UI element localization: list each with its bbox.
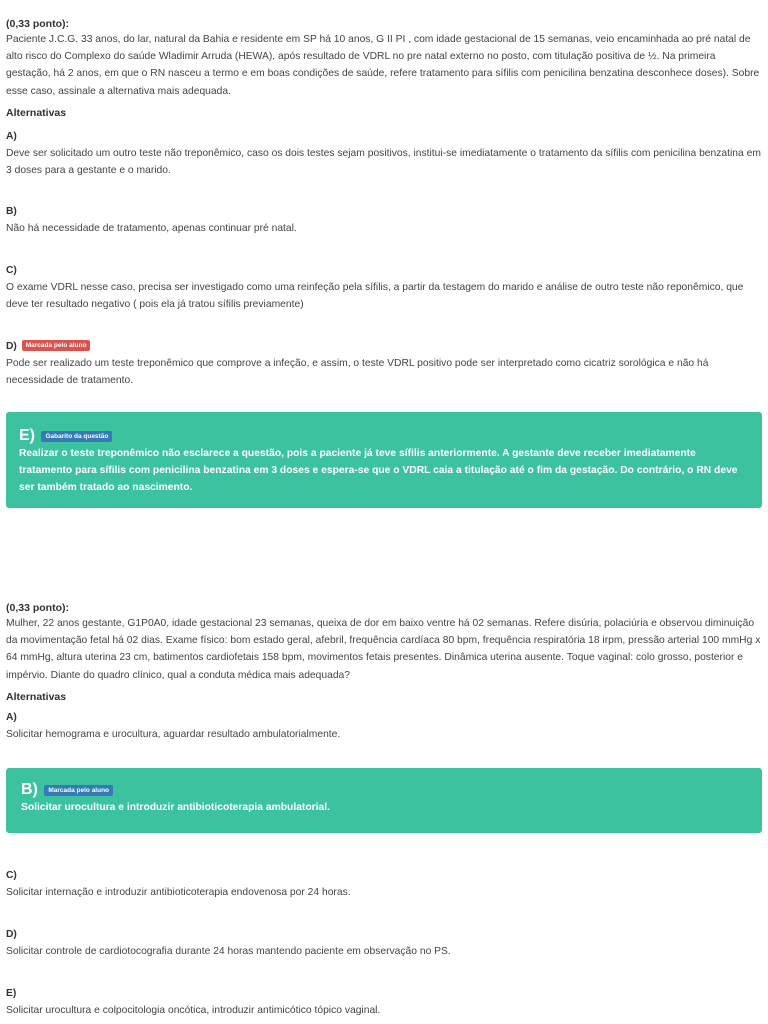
option-a[interactable] [6,128,762,179]
option-text: Deve ser solicitado um outro teste não treponêmico, caso os dois testes sejam positivos, institui-se imediatamente o tratamento da sífilis com penicilina benzatina em 3 doses para a gestante e o marido. [6,148,761,176]
question-2 [6,601,762,704]
question-points: (0,33 ponto): [6,602,69,614]
option-e[interactable] [6,985,762,1019]
option-letter: D) [6,929,17,940]
question-points: (0,33 ponto): [6,18,69,30]
option-letter: A) [6,131,17,142]
option-text: Solicitar controle de cardiotocografia durante 24 horas mantendo paciente em observação no PS. [6,946,451,957]
option-d[interactable] [6,926,762,960]
option-text: Realizar o teste treponêmico não esclarece a questão, pois a paciente já teve sífilis anteriormente. A gestante deve receber imediatamente tratamento para sífilis com penicilina benzatina em 3 doses e espera-se que o VDRL caia a titulação até o fim da gestação. Do contrário, o RN deve ser também tratado ao nascimento. [19,448,738,494]
option-text: Solicitar urocultura e introduzir antibioticoterapia ambulatorial. [21,802,330,813]
option-letter: D) [6,341,17,352]
question-1 [6,17,762,120]
option-text: Solicitar urocultura e colpocitologia oncótica, introduzir antimicótico tópico vaginal. [6,1005,381,1016]
option-letter: B) [21,781,38,798]
question-stem: Mulher, 22 anos gestante, G1P0A0, idade gestacional 23 semanas, queixa de dor em baixo ventre há 02 semanas. Refere disúria, polaciúria e observou diminuição da movimentação fetal há 02 dias. Exame físico: bom estado geral, afebril, frequência cardíaca 80 bpm, frequência respiratória 18 irpm, pressão arterial 100 mmHg x 64 mmHg, altura uterina 23 cm, batimentos cardiofetais 158 bpm, movimentos fetais presentes. Dinâmica uterina ausente. Toque vaginal: colo grosso, posterior e impérvio. Diante do quadro clínico, qual a conduta médica mais adequada? [6,618,761,681]
question-stem: Paciente J.C.G. 33 anos, do lar, natural da Bahia e residente em SP há 10 anos, G II PI , com idade gestacional de 15 semanas, veio encaminhada ao pré natal de alto risco do Complexo do saúde Wladimir Arruda (HEWA), após resultado de VDRL no pre natal externo no posto, com titulação positiva de ½. Na primeira gestação, há 2 anos, em que o RN nasceu a termo e em boas condições de saúde, refere tratamento para sífilis com penicilina benzatina desconhece doses). Sobre esse caso, assinale a alternativa mais adequada. [6,34,760,97]
option-text: Pode ser realizado um teste treponêmico que comprove a infeção, e assim, o teste VDRL positivo pode ser interpretado como cicatriz sorológica e não há necessidade de tratamento. [6,358,709,386]
option-b[interactable] [6,203,762,237]
option-letter: C) [6,870,17,881]
option-a[interactable] [6,709,762,743]
option-c[interactable] [6,867,762,901]
answer-key-badge: Gabarito da questão [41,431,112,442]
option-text: Solicitar hemograma e urocultura, aguardar resultado ambulatorialmente. [6,729,341,740]
option-letter: B) [6,206,17,217]
option-d[interactable] [6,338,762,389]
marked-by-student-badge: Marcada pelo aluno [22,340,91,351]
option-text: Não há necessidade de tratamento, apenas continuar pré natal. [6,223,297,234]
option-e-correct-answer[interactable] [6,412,762,508]
option-c[interactable] [6,262,762,313]
option-letter: E) [6,988,17,999]
option-text: O exame VDRL nesse caso, precisa ser investigado como uma reinfeção pela sífilis, a partir da testagem do marido e análise de outro teste não reponêmico, que deve ter resultado negativo ( pois ela já tratou sífilis previamente) [6,282,744,310]
option-b-selected[interactable] [6,768,762,833]
alternatives-title: Alternativas [6,690,67,703]
option-text: Solicitar internação e introduzir antibioticoterapia endovenosa por 24 horas. [6,887,351,898]
option-letter: E) [19,427,35,444]
marked-by-student-badge: Marcada pelo aluno [44,785,113,796]
alternatives-title: Alternativas [6,106,67,119]
option-letter: C) [6,265,17,276]
option-letter: A) [6,712,17,723]
